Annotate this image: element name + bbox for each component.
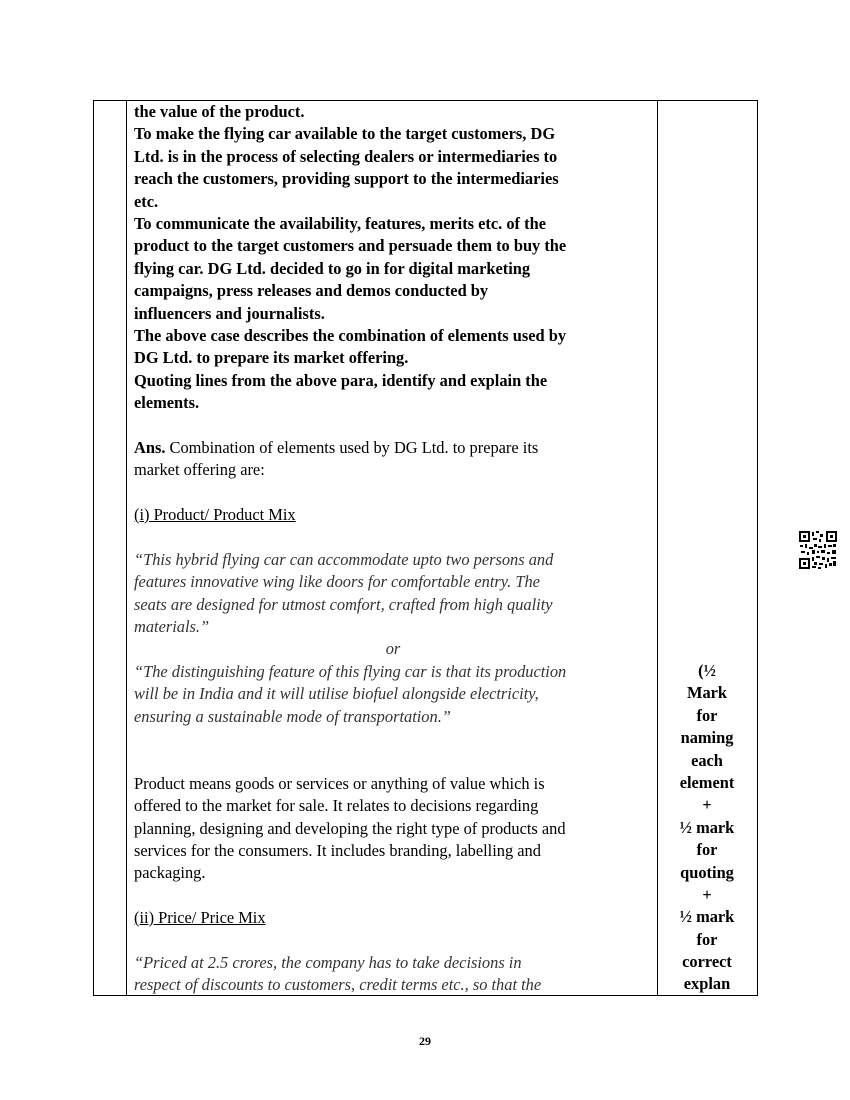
product-quote-2 <box>134 661 652 728</box>
question-line: DG Ltd. to prepare its market offering. <box>134 348 409 368</box>
quote-line: seats are designed for utmost comfort, crafted from high quality <box>134 594 553 614</box>
quote-line: features innovative wing like doors for comfortable entry. The <box>134 572 540 592</box>
marks-line: for <box>696 705 718 725</box>
marks-line: ½ mark <box>679 817 735 837</box>
quote-line: ensuring a sustainable mode of transportation.” <box>134 706 451 726</box>
or-separator: or <box>385 639 401 659</box>
question-line: To communicate the availability, features, merits etc. of the <box>134 213 546 233</box>
marks-line: quoting <box>680 862 734 882</box>
marks-line: naming <box>680 728 734 748</box>
page-number: 29 <box>419 1034 431 1048</box>
quote-line: materials.” <box>134 616 210 636</box>
explanation-line: Product means goods or services or anything of value which is <box>134 773 545 793</box>
column-divider-left <box>126 101 127 995</box>
quote-line: respect of discounts to customers, credit terms etc., so that the <box>134 975 542 995</box>
marks-line: explan <box>683 974 731 994</box>
answer-intro-line2: market offering are: <box>134 460 265 480</box>
quote-line: will be in India and it will utilise biofuel alongside electricity, <box>134 684 539 704</box>
question-line: Ltd. is in the process of selecting dealers or intermediaries to <box>134 146 558 166</box>
explanation-line: services for the consumers. It includes branding, labelling and <box>134 840 541 860</box>
marks-line: element <box>679 772 735 792</box>
price-quote <box>134 952 652 997</box>
marks-line: + <box>702 795 712 815</box>
question-line: Quoting lines from the above para, identify and explain the <box>134 370 548 390</box>
marks-line: + <box>702 884 712 904</box>
question-line: campaigns, press releases and demos conducted by <box>134 281 489 301</box>
marks-line: for <box>696 929 718 949</box>
question-line: elements. <box>134 393 200 413</box>
qr-code-icon <box>798 530 838 570</box>
question-line: etc. <box>134 191 159 211</box>
explanation-line: packaging. <box>134 863 206 883</box>
question-line: The above case describes the combination of elements used by <box>134 325 567 345</box>
quote-line: “Priced at 2.5 crores, the company has to take decisions in <box>134 952 522 972</box>
explanation-line: planning, designing and developing the right type of products and <box>134 818 566 838</box>
quote-line: “The distinguishing feature of this flying car is that its production <box>134 661 567 681</box>
section-heading-product: (i) Product/ Product Mix <box>134 505 296 525</box>
product-quote-1 <box>134 549 652 639</box>
marks-line: for <box>696 840 718 860</box>
marks-column <box>657 660 757 996</box>
question-text <box>134 101 652 414</box>
marks-line: (½ <box>698 661 716 680</box>
quote-line: “This hybrid flying car can accommodate upto two persons and <box>134 549 554 569</box>
question-line: reach the customers, providing support to the intermediaries <box>134 169 559 189</box>
question-line: the value of the product. <box>134 102 305 121</box>
question-line: flying car. DG Ltd. decided to go in for digital marketing <box>134 258 531 278</box>
marks-line: each <box>691 750 723 770</box>
marks-line: Mark <box>686 683 728 703</box>
answer-label: Ans. <box>134 437 166 457</box>
product-explanation <box>134 773 652 885</box>
answer-content <box>134 101 652 997</box>
answer-intro <box>134 437 652 459</box>
question-line: To make the flying car available to the target customers, DG <box>134 124 556 144</box>
section-heading-price: (ii) Price/ Price Mix <box>134 908 266 928</box>
explanation-line: offered to the market for sale. It relates to decisions regarding <box>134 796 539 816</box>
answer-intro-text: Combination of elements used by DG Ltd. to prepare its <box>165 437 539 457</box>
question-line: product to the target customers and persuade them to buy the <box>134 236 567 256</box>
question-line: influencers and journalists. <box>134 303 325 323</box>
marks-line: correct <box>682 952 732 972</box>
marks-line: ½ mark <box>679 907 735 927</box>
